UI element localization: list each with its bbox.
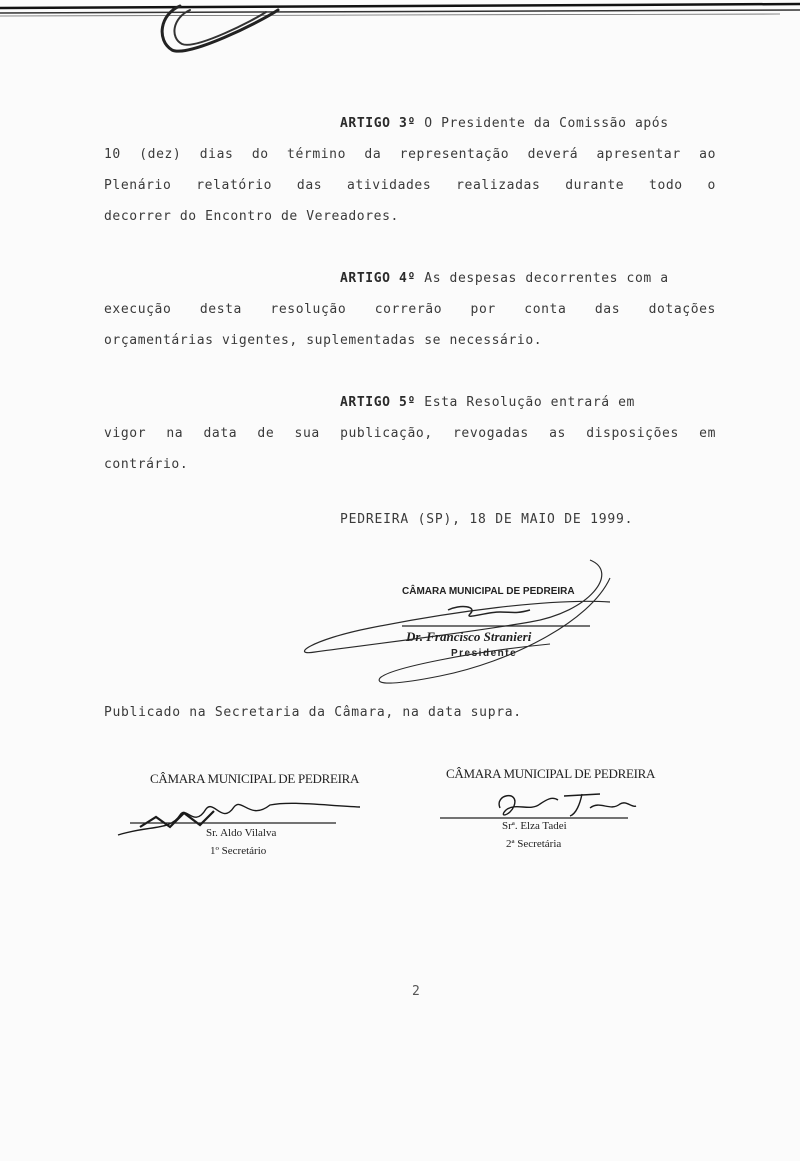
article-3-line: Plenário relatório das atividades realizadas durante todo o [104,178,716,193]
second-secretary-name: Srª. Elza Tadei [502,820,567,832]
article-3-label: ARTIGO 3º [340,116,416,131]
article-4-line: orçamentárias vigentes, suplementadas se necessário. [104,333,543,348]
date-line: PEDREIRA (SP), 18 DE MAIO DE 1999. [340,512,634,527]
article-5-line: contrário. [104,457,189,472]
stamp-president-name: Dr. Francisco Stranieri [406,629,532,644]
stamp-organization: CÂMARA MUNICIPAL DE PEDREIRA [402,586,575,597]
article-5-label: ARTIGO 5º [340,395,416,410]
article-4 [104,263,716,356]
article-5-line: vigor na data de sua publicação, revogadas as disposições em [104,426,716,441]
president-signature-block [290,552,630,692]
stamp-president-role: Presidente [451,648,518,659]
article-3-first-line: ARTIGO 3º O Presidente da Comissão após [340,116,669,131]
second-secretary-role: 2ª Secretária [506,838,562,850]
article-4-label: ARTIGO 4º [340,271,416,286]
president-signature-scribble [290,552,630,692]
first-secretary-role: 1º Secretário [210,845,267,857]
page-number: 2 [412,984,420,999]
article-5-first-line: ARTIGO 5º Esta Resolução entrará em [340,395,635,410]
scan-top-edge [0,0,800,20]
article-3-line: 10 (dez) dias do término da representação deverá apresentar ao [104,147,716,162]
second-secretary-signature-block [440,760,660,860]
first-secretary-name: Sr. Aldo Vilalva [206,827,277,839]
article-5 [104,387,716,480]
second-secretary-organization: CÂMARA MUNICIPAL DE PEDREIRA [446,766,656,781]
first-secretary-signature-block [110,765,370,865]
publication-note: Publicado na Secretaria da Câmara, na data supra. [104,705,522,720]
first-secretary-organization: CÂMARA MUNICIPAL DE PEDREIRA [150,771,360,786]
paperclip-icon [150,0,300,60]
article-4-first-line: ARTIGO 4º As despesas decorrentes com a [340,271,669,286]
article-3 [104,108,716,232]
article-4-line: execução desta resolução correrão por conta das dotações [104,302,716,317]
article-3-line: decorrer do Encontro de Vereadores. [104,209,399,224]
